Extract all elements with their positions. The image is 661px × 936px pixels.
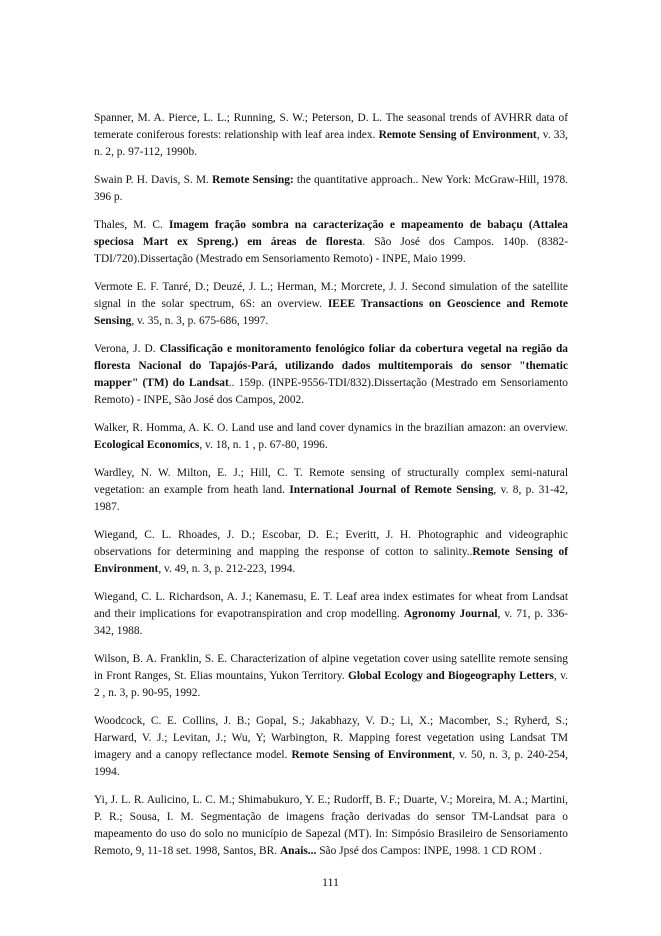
reference-text: Vermote E. F. Tanré, D.; Deuzé, J. L.; Herman, M.; Morcrete, J. J. Second simulation of the satellite signal in the solar spectrum, 6S: an overview. bbox=[94, 281, 568, 310]
reference-source-title: Agronomy Journal bbox=[403, 608, 498, 620]
reference-details: , v. 8, p. 31-42, 1987. bbox=[94, 484, 568, 513]
reference-details: , v. 50, n. 3, p. 240-254, 1994. bbox=[94, 749, 568, 778]
reference-entry bbox=[94, 465, 568, 516]
reference-text: Wardley, N. W. Milton, E. J.; Hill, C. T. Remote sensing of structurally complex semi-natural vegetation: an example from heath land. bbox=[94, 467, 568, 496]
reference-details: , v. 18, n. 1 , p. 67-80, 1996. bbox=[199, 439, 328, 451]
reference-details: .. 159p. (INPE-9556-TDI/832).Dissertação (Mestrado em Sensoriamento Remoto) - INPE, São José dos Campos, 2002. bbox=[94, 377, 568, 406]
reference-source-title: Remote Sensing of Environment bbox=[291, 749, 453, 761]
reference-list bbox=[94, 110, 568, 871]
reference-text: Wilson, B. A. Franklin, S. E. Characterization of alpine vegetation cover using satellite remote sensing in Front Ranges, St. Elias mountains, Yukon Territory. bbox=[94, 653, 568, 682]
reference-source-title: International Journal of Remote Sensing bbox=[289, 484, 494, 496]
reference-entry bbox=[94, 792, 568, 860]
reference-text: Swain P. H. Davis, S. M. bbox=[94, 174, 213, 186]
reference-text: Walker, R. Homma, A. K. O. Land use and land cover dynamics in the brazilian amazon: an overview. bbox=[94, 422, 568, 434]
reference-details: , v. 2 , n. 3, p. 90-95, 1992. bbox=[94, 670, 568, 699]
reference-source-title: Imagem fração sombra na caracterização e mapeamento de babaçu (Attalea speciosa Mart ex Spreng.) em áreas de floresta bbox=[94, 219, 568, 248]
reference-source-title: Anais... bbox=[279, 845, 317, 857]
reference-source-title: IEEE Transactions on Geoscience and Remote Sensing bbox=[94, 298, 568, 327]
reference-source-title: Classificação e monitoramento fenológico foliar da cobertura vegetal na região da floresta Nacional do Tapajós-Pará, utilizando dados multitemporais do sensor "thematic mapper" (TM) do Landsat bbox=[94, 343, 568, 389]
reference-entry bbox=[94, 651, 568, 702]
reference-entry bbox=[94, 589, 568, 640]
reference-text: Yi, J. L. R. Aulicino, L. C. M.; Shimabukuro, Y. E.; Rudorff, B. F.; Duarte, V.; Moreira, M. A.; Martini, P. R.; Sousa, I. M. Segmentação de imagens fração derivadas do sensor TM-Landsat para o mapeamento do uso do solo no município de Sapezal (MT). In: Simpósio Brasileiro de Sensoriamento Remoto, 9, 11-18 set. 1998, Santos, BR. bbox=[94, 794, 568, 857]
reference-source-title: Global Ecology and Biogeography Letters bbox=[348, 670, 554, 682]
reference-details: , v. 35, n. 3, p. 675-686, 1997. bbox=[131, 315, 269, 327]
reference-details: , v. 33, n. 2, p. 97-112, 1990b. bbox=[94, 129, 568, 158]
reference-entry bbox=[94, 217, 568, 268]
reference-source-title: Remote Sensing: bbox=[212, 174, 294, 186]
reference-entry bbox=[94, 527, 568, 578]
reference-entry bbox=[94, 341, 568, 409]
reference-source-title: Remote Sensing of Environment bbox=[378, 129, 537, 141]
reference-entry bbox=[94, 110, 568, 161]
reference-entry bbox=[94, 172, 568, 206]
reference-details: , v. 49, n. 3, p. 212-223, 1994. bbox=[158, 563, 296, 575]
reference-text: Verona, J. D. bbox=[94, 343, 160, 355]
reference-text: Spanner, M. A. Pierce, L. L.; Running, S. W.; Peterson, D. L. The seasonal trends of AVHRR data of temerate coniferous forests: relationship with leaf area index. bbox=[94, 112, 568, 141]
reference-details: São Jpsé dos Campos: INPE, 1998. 1 CD ROM . bbox=[316, 845, 542, 857]
reference-details: the quantitative approach.. New York: McGraw-Hill, 1978. 396 p. bbox=[94, 174, 568, 203]
reference-text: Wiegand, C. L. Richardson, A. J.; Kanemasu, E. T. Leaf area index estimates for wheat from Landsat and their implications for evapotranspiration and crop modelling. bbox=[94, 591, 568, 620]
reference-entry bbox=[94, 279, 568, 330]
page-number: 111 bbox=[321, 875, 340, 889]
reference-source-title: Remote Sensing of Environment bbox=[94, 546, 568, 575]
reference-text: Wiegand, C. L. Rhoades, J. D.; Escobar, D. E.; Everitt, J. H. Photographic and videographic observations for determining and mapping the response of cotton to salinity.. bbox=[94, 529, 568, 558]
reference-entry bbox=[94, 420, 568, 454]
reference-text: Thales, M. C. bbox=[94, 219, 169, 231]
reference-entry bbox=[94, 713, 568, 781]
reference-text: Woodcock, C. E. Collins, J. B.; Gopal, S.; Jakabhazy, V. D.; Li, X.; Macomber, S.; Ryherd, S.; Harward, V. J.; Levitan, J.; Wu, Y; Warbington, R. Mapping forest vegetation using Landsat TM imagery and a canopy reflectance model. bbox=[94, 715, 568, 761]
reference-source-title: Ecological Economics bbox=[94, 439, 200, 451]
reference-details: . São José dos Campos. 140p. (8382-TDI/720).Dissertação (Mestrado em Sensoriamento Remoto) - INPE, Maio 1999. bbox=[94, 236, 568, 265]
reference-details: , v. 71, p. 336-342, 1988. bbox=[94, 608, 568, 637]
